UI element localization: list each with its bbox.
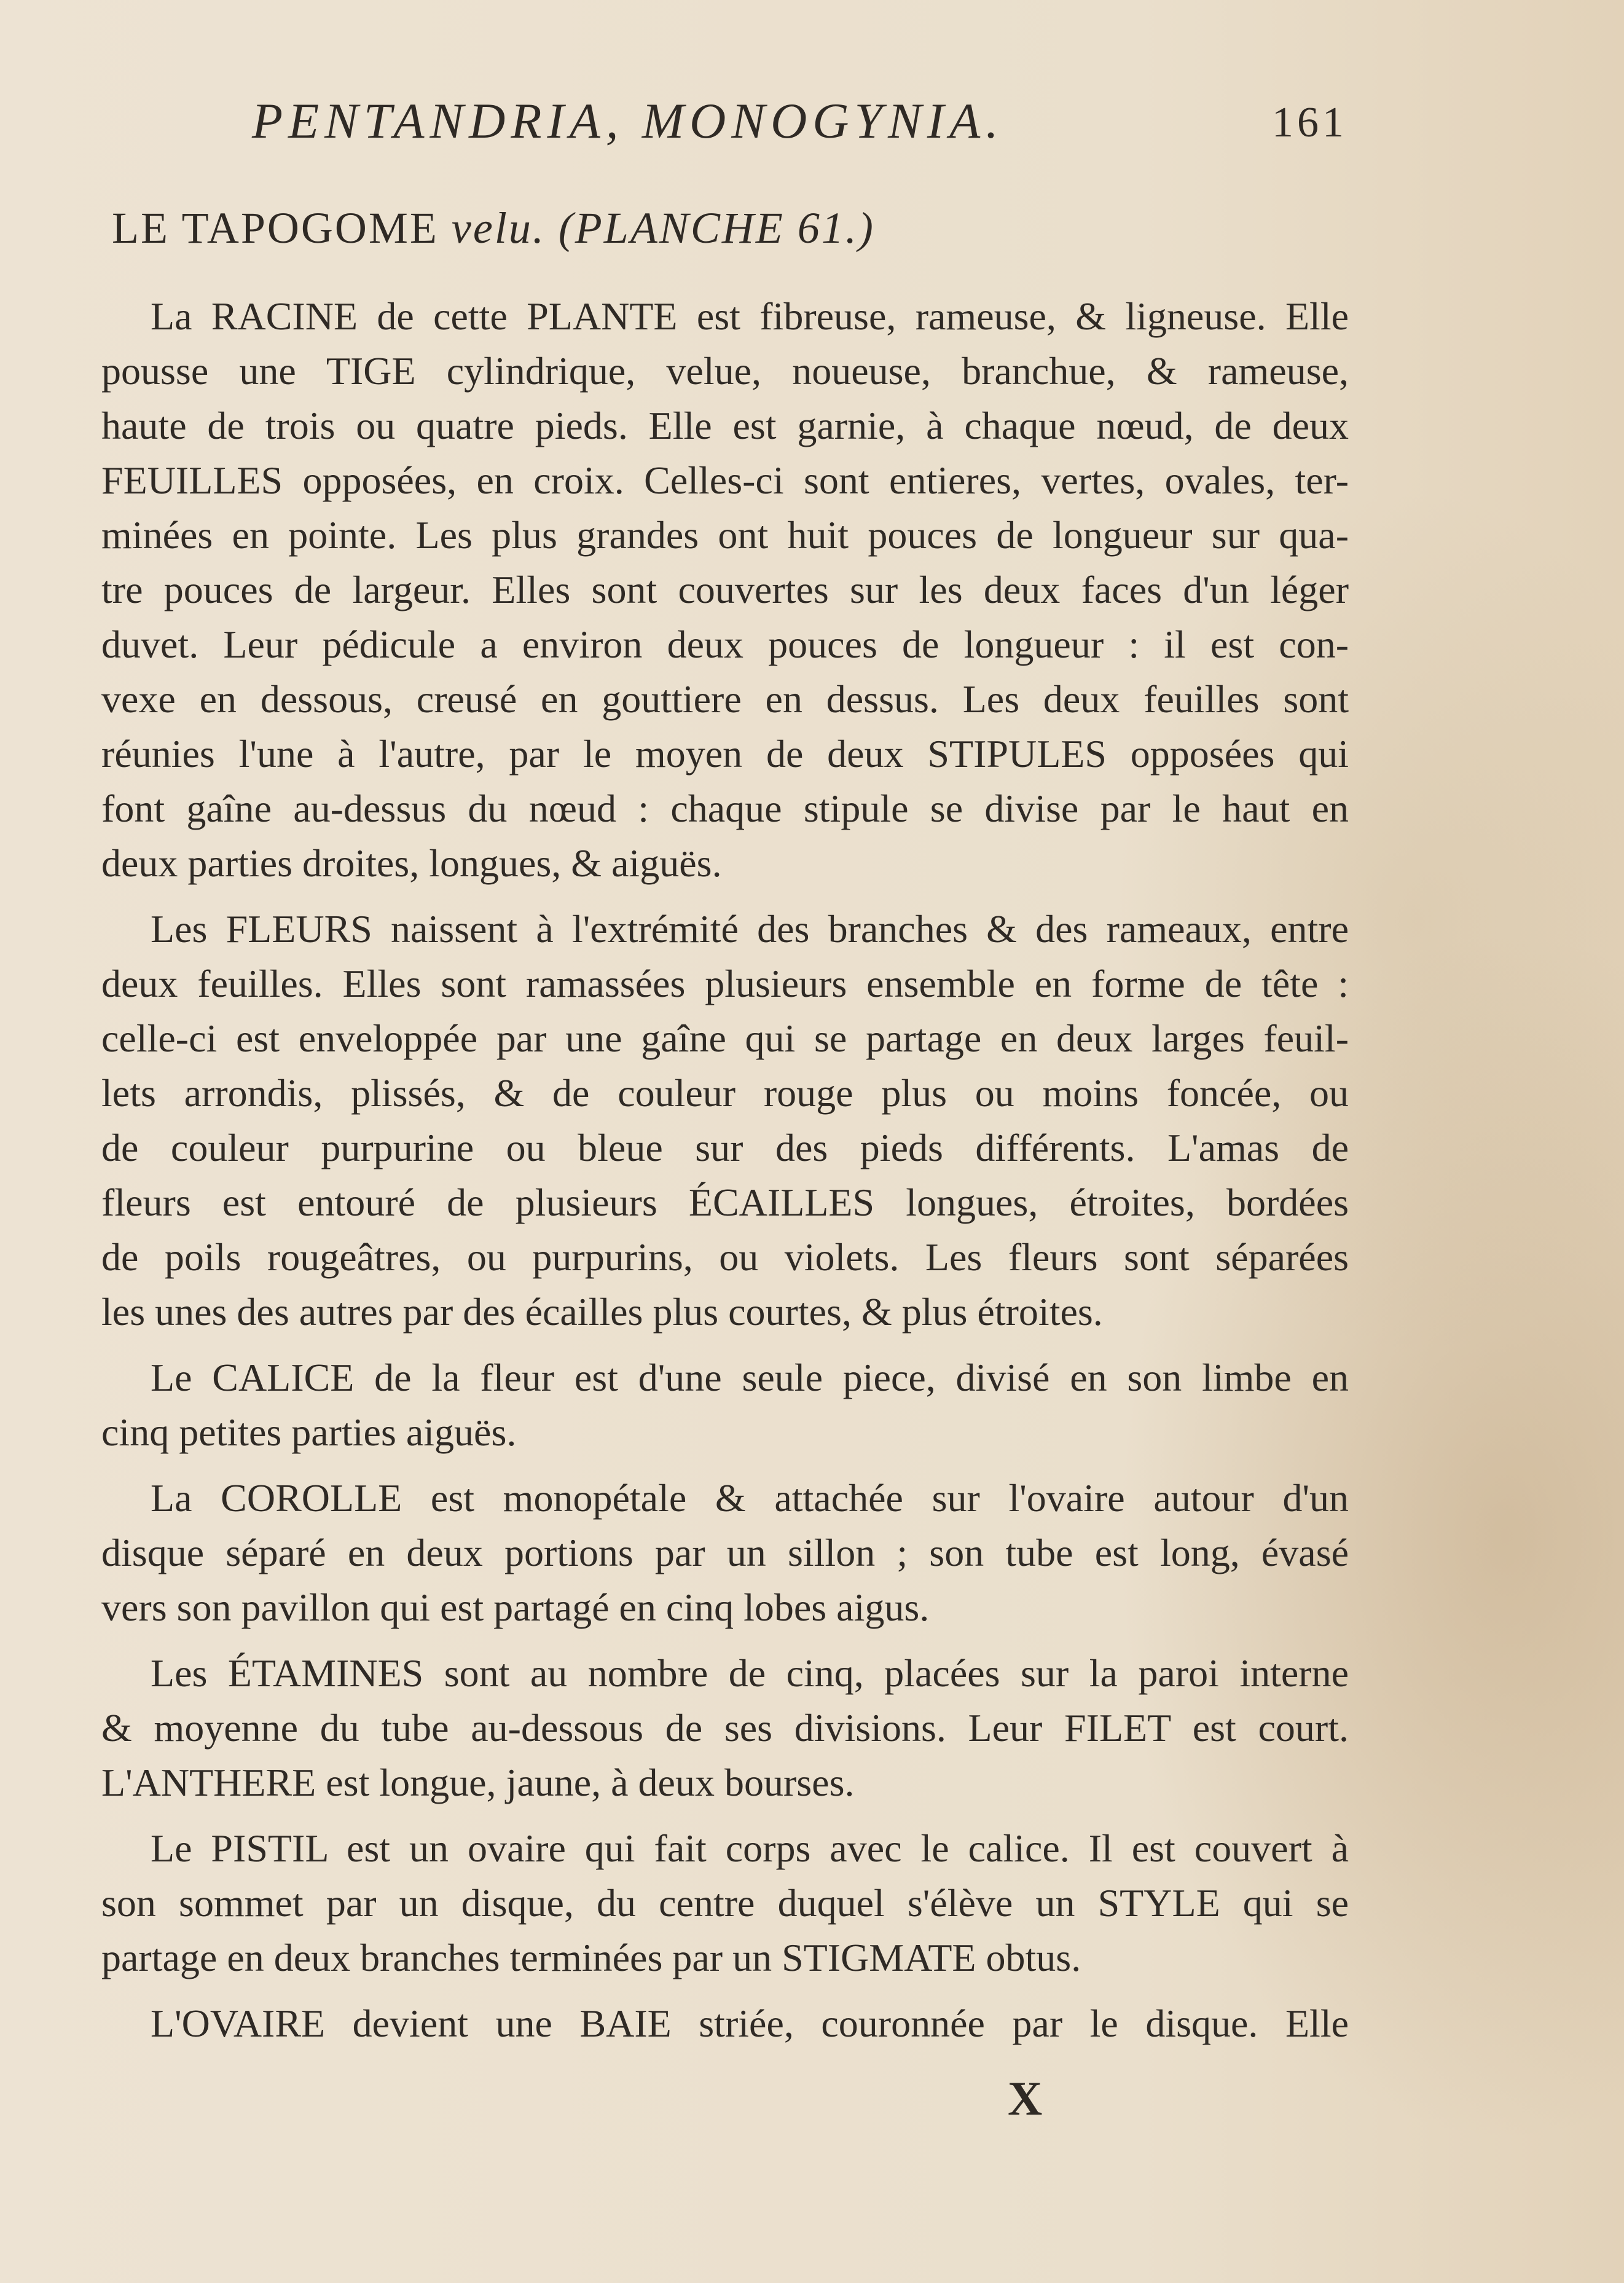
- text-line: Le PISTIL est un ovaire qui fait corps avec le calice. Il est couvert à: [151, 1826, 1349, 1870]
- text-line: haute de trois ou quatre pieds. Elle est garnie, à chaque nœud, de deux: [101, 404, 1349, 447]
- text-line: lets arrondis, plissés, & de couleur rouge plus ou moins foncée, ou: [101, 1071, 1349, 1115]
- page-number: 161: [1272, 99, 1347, 146]
- text-line: cinq petites parties aiguës.: [101, 1410, 517, 1454]
- signature-mark: X: [1008, 2072, 1043, 2125]
- paragraph: [101, 1350, 1349, 1460]
- text-line: & moyenne du tube au-dessous de ses divisions. Leur FILET est court.: [101, 1706, 1349, 1750]
- body-text: [101, 289, 1349, 2051]
- text-line: minées en pointe. Les plus grandes ont huit pouces de longueur sur qua-: [101, 513, 1349, 557]
- paragraph: [101, 1471, 1349, 1635]
- paragraph: [101, 289, 1349, 890]
- text-line: L'OVAIRE devient une BAIE striée, couronnée par le disque. Elle: [151, 2002, 1349, 2045]
- text-line: duvet. Leur pédicule a environ deux pouces de longueur : il est con-: [101, 623, 1349, 666]
- text-line: vers son pavillon qui est partagé en cinq lobes aigus.: [101, 1586, 930, 1629]
- text-line: les unes des autres par des écailles plus courtes, & plus étroites.: [101, 1290, 1103, 1334]
- text-line: tre pouces de largeur. Elles sont couvertes sur les deux faces d'un léger: [101, 568, 1349, 611]
- text-line: disque séparé en deux portions par un sillon ; son tube est long, évasé: [101, 1531, 1349, 1574]
- text-line: La COROLLE est monopétale & attachée sur l'ovaire autour d'un: [151, 1476, 1349, 1520]
- text-line: vexe en dessous, creusé en gouttiere en dessus. Les deux feuilles sont: [101, 677, 1349, 721]
- article-title: [112, 203, 875, 254]
- text-line: de poils rougeâtres, ou purpurins, ou violets. Les fleurs sont séparées: [101, 1235, 1349, 1279]
- text-line: L'ANTHERE est longue, jaune, à deux bourses.: [101, 1761, 855, 1804]
- paragraph: [101, 902, 1349, 1339]
- text-line: Les ÉTAMINES sont au nombre de cinq, placées sur la paroi interne: [151, 1651, 1349, 1695]
- title-italic: velu.: [451, 203, 546, 253]
- title-main: LE TAPOGOME: [112, 203, 439, 253]
- text-line: FEUILLES opposées, en croix. Celles-ci sont entieres, vertes, ovales, ter-: [101, 458, 1349, 502]
- title-plate: (PLANCHE 61.): [558, 203, 875, 253]
- text-line: réunies l'une à l'autre, par le moyen de deux STIPULES opposées qui: [101, 732, 1349, 776]
- text-line: deux parties droites, longues, & aiguës.: [101, 841, 722, 885]
- text-line: celle-ci est enveloppée par une gaîne qui se partage en deux larges feuil-: [101, 1016, 1349, 1060]
- running-head: PENTANDRIA, MONOGYNIA.: [252, 93, 1004, 149]
- text-line: pousse une TIGE cylindrique, velue, noueuse, branchue, & rameuse,: [101, 349, 1349, 393]
- text-line: La RACINE de cette PLANTE est fibreuse, rameuse, & ligneuse. Elle: [151, 294, 1349, 338]
- text-line: Le CALICE de la fleur est d'une seule piece, divisé en son limbe en: [151, 1356, 1349, 1399]
- paragraph: [101, 1646, 1349, 1810]
- text-line: partage en deux branches terminées par un STIGMATE obtus.: [101, 1936, 1081, 1979]
- text-line: de couleur purpurine ou bleue sur des pieds différents. L'amas de: [101, 1126, 1349, 1169]
- text-line: fleurs est entouré de plusieurs ÉCAILLES longues, étroites, bordées: [101, 1181, 1349, 1224]
- paragraph: [101, 1996, 1349, 2051]
- text-line: font gaîne au-dessus du nœud : chaque stipule se divise par le haut en: [101, 787, 1349, 830]
- text-line: deux feuilles. Elles sont ramassées plusieurs ensemble en forme de tête :: [101, 962, 1349, 1005]
- text-line: Les FLEURS naissent à l'extrémité des branches & des rameaux, entre: [151, 907, 1349, 951]
- text-line: son sommet par un disque, du centre duquel s'élève un STYLE qui se: [101, 1881, 1349, 1925]
- paragraph: [101, 1821, 1349, 1985]
